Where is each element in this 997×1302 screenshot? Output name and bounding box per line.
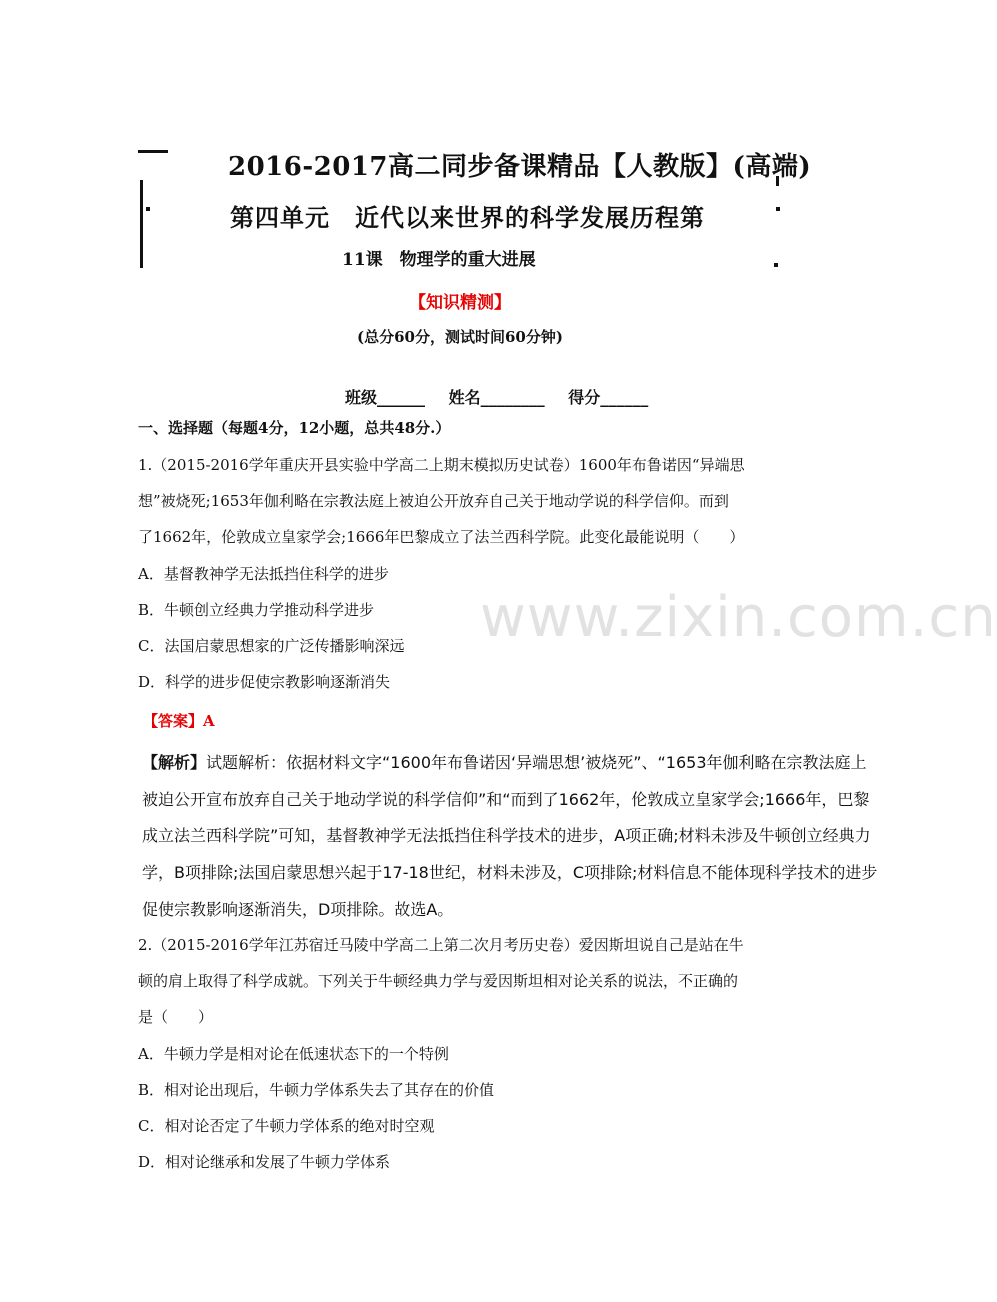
answer-value: A [203, 712, 215, 730]
q1-stem-line3: 了1662年，伦敦成立皇家学会;1666年巴黎成立了法兰西科学院。此变化最能说明（ ） [138, 528, 745, 546]
q2-option-b: B．相对论出现后，牛顿力学体系失去了其存在的价值 [138, 1081, 495, 1099]
q1-analysis-line4: 学，B项排除;法国启蒙思想兴起于17-18世纪，材料未涉及，C项排除;材料信息不能体现科学技术的进步 [142, 863, 878, 882]
header-frame-dot-right-mid [776, 207, 780, 211]
analysis-label: 【解析】 [142, 753, 207, 772]
q1-option-d: D．科学的进步促使宗教影响逐渐消失 [138, 673, 391, 691]
name-field: 姓名________ [448, 388, 545, 407]
score-field: 得分______ [568, 388, 649, 407]
q2-option-a: A．牛顿力学是相对论在低速状态下的一个特例 [138, 1045, 449, 1063]
section-tag: 【知识精测】 [409, 293, 511, 313]
unit-title: 第四单元 近代以来世界的科学发展历程第 [230, 203, 705, 232]
header-frame-dot-right-bottom [774, 263, 778, 267]
analysis-text-1: 试题解析：依据材料文字“1600年布鲁诺因‘异端思想’被烧死”、“1653年伽利略在宗教法庭上 [206, 753, 867, 772]
q2-option-c: C．相对论否定了牛顿力学体系的绝对时空观 [138, 1117, 435, 1135]
q1-option-c: C．法国启蒙思想家的广泛传播影响深远 [138, 637, 405, 655]
header-frame-left [140, 180, 143, 268]
q2-stem-line2: 顿的肩上取得了科学成就。下列关于牛顿经典力学与爱因斯坦相对论关系的说法，不正确的 [138, 972, 739, 990]
q1-answer [143, 710, 215, 731]
answer-label: 【答案】 [143, 712, 204, 730]
q1-option-a: A．基督教神学无法抵挡住科学的进步 [138, 565, 389, 583]
watermark: www.zixin.com.cn [480, 585, 997, 650]
q1-analysis-line1 [142, 750, 867, 773]
q2-stem-line1: 2.（2015-2016学年江苏宿迁马陵中学高二上第二次月考历史卷）爱因斯坦说自己是站在牛 [138, 936, 744, 954]
header-frame-dot-left [146, 207, 150, 211]
q1-stem-line2: 想”被烧死;1653年伽利略在宗教法庭上被迫公开放弃自己关于地动学说的科学信仰。而到 [138, 492, 729, 510]
q1-option-b: B．牛顿创立经典力学推动科学进步 [138, 601, 375, 619]
q1-stem-line1: 1.（2015-2016学年重庆开县实验中学高二上期末模拟历史试卷）1600年布鲁诺因“异端思 [138, 456, 745, 474]
score-note: (总分60分，测试时间60分钟) [357, 328, 563, 346]
part-heading: 一、选择题（每题4分，12小题，总共48分.） [138, 419, 451, 437]
q1-analysis-line3: 成立法兰西科学院”可知，基督教神学无法抵挡住科学技术的进步，A项正确;材料未涉及牛顿创立经典力 [142, 826, 871, 845]
lesson-title: 11课 物理学的重大进展 [342, 250, 536, 270]
document-title: 2016-2017高二同步备课精品【人教版】(高端) [228, 152, 812, 182]
q2-stem-line3: 是（ ） [138, 1008, 214, 1026]
q1-analysis-line5: 促使宗教影响逐渐消失，D项排除。故选A。 [142, 900, 454, 919]
student-fields [345, 385, 666, 408]
header-frame-top-left [138, 150, 168, 153]
class-field: 班级______ [345, 388, 426, 407]
q1-analysis-line2: 被迫公开宣布放弃自己关于地动学说的科学信仰”和“而到了1662年，伦敦成立皇家学会;1666年，巴黎 [142, 790, 870, 809]
q2-option-d: D．相对论继承和发展了牛顿力学体系 [138, 1153, 391, 1171]
